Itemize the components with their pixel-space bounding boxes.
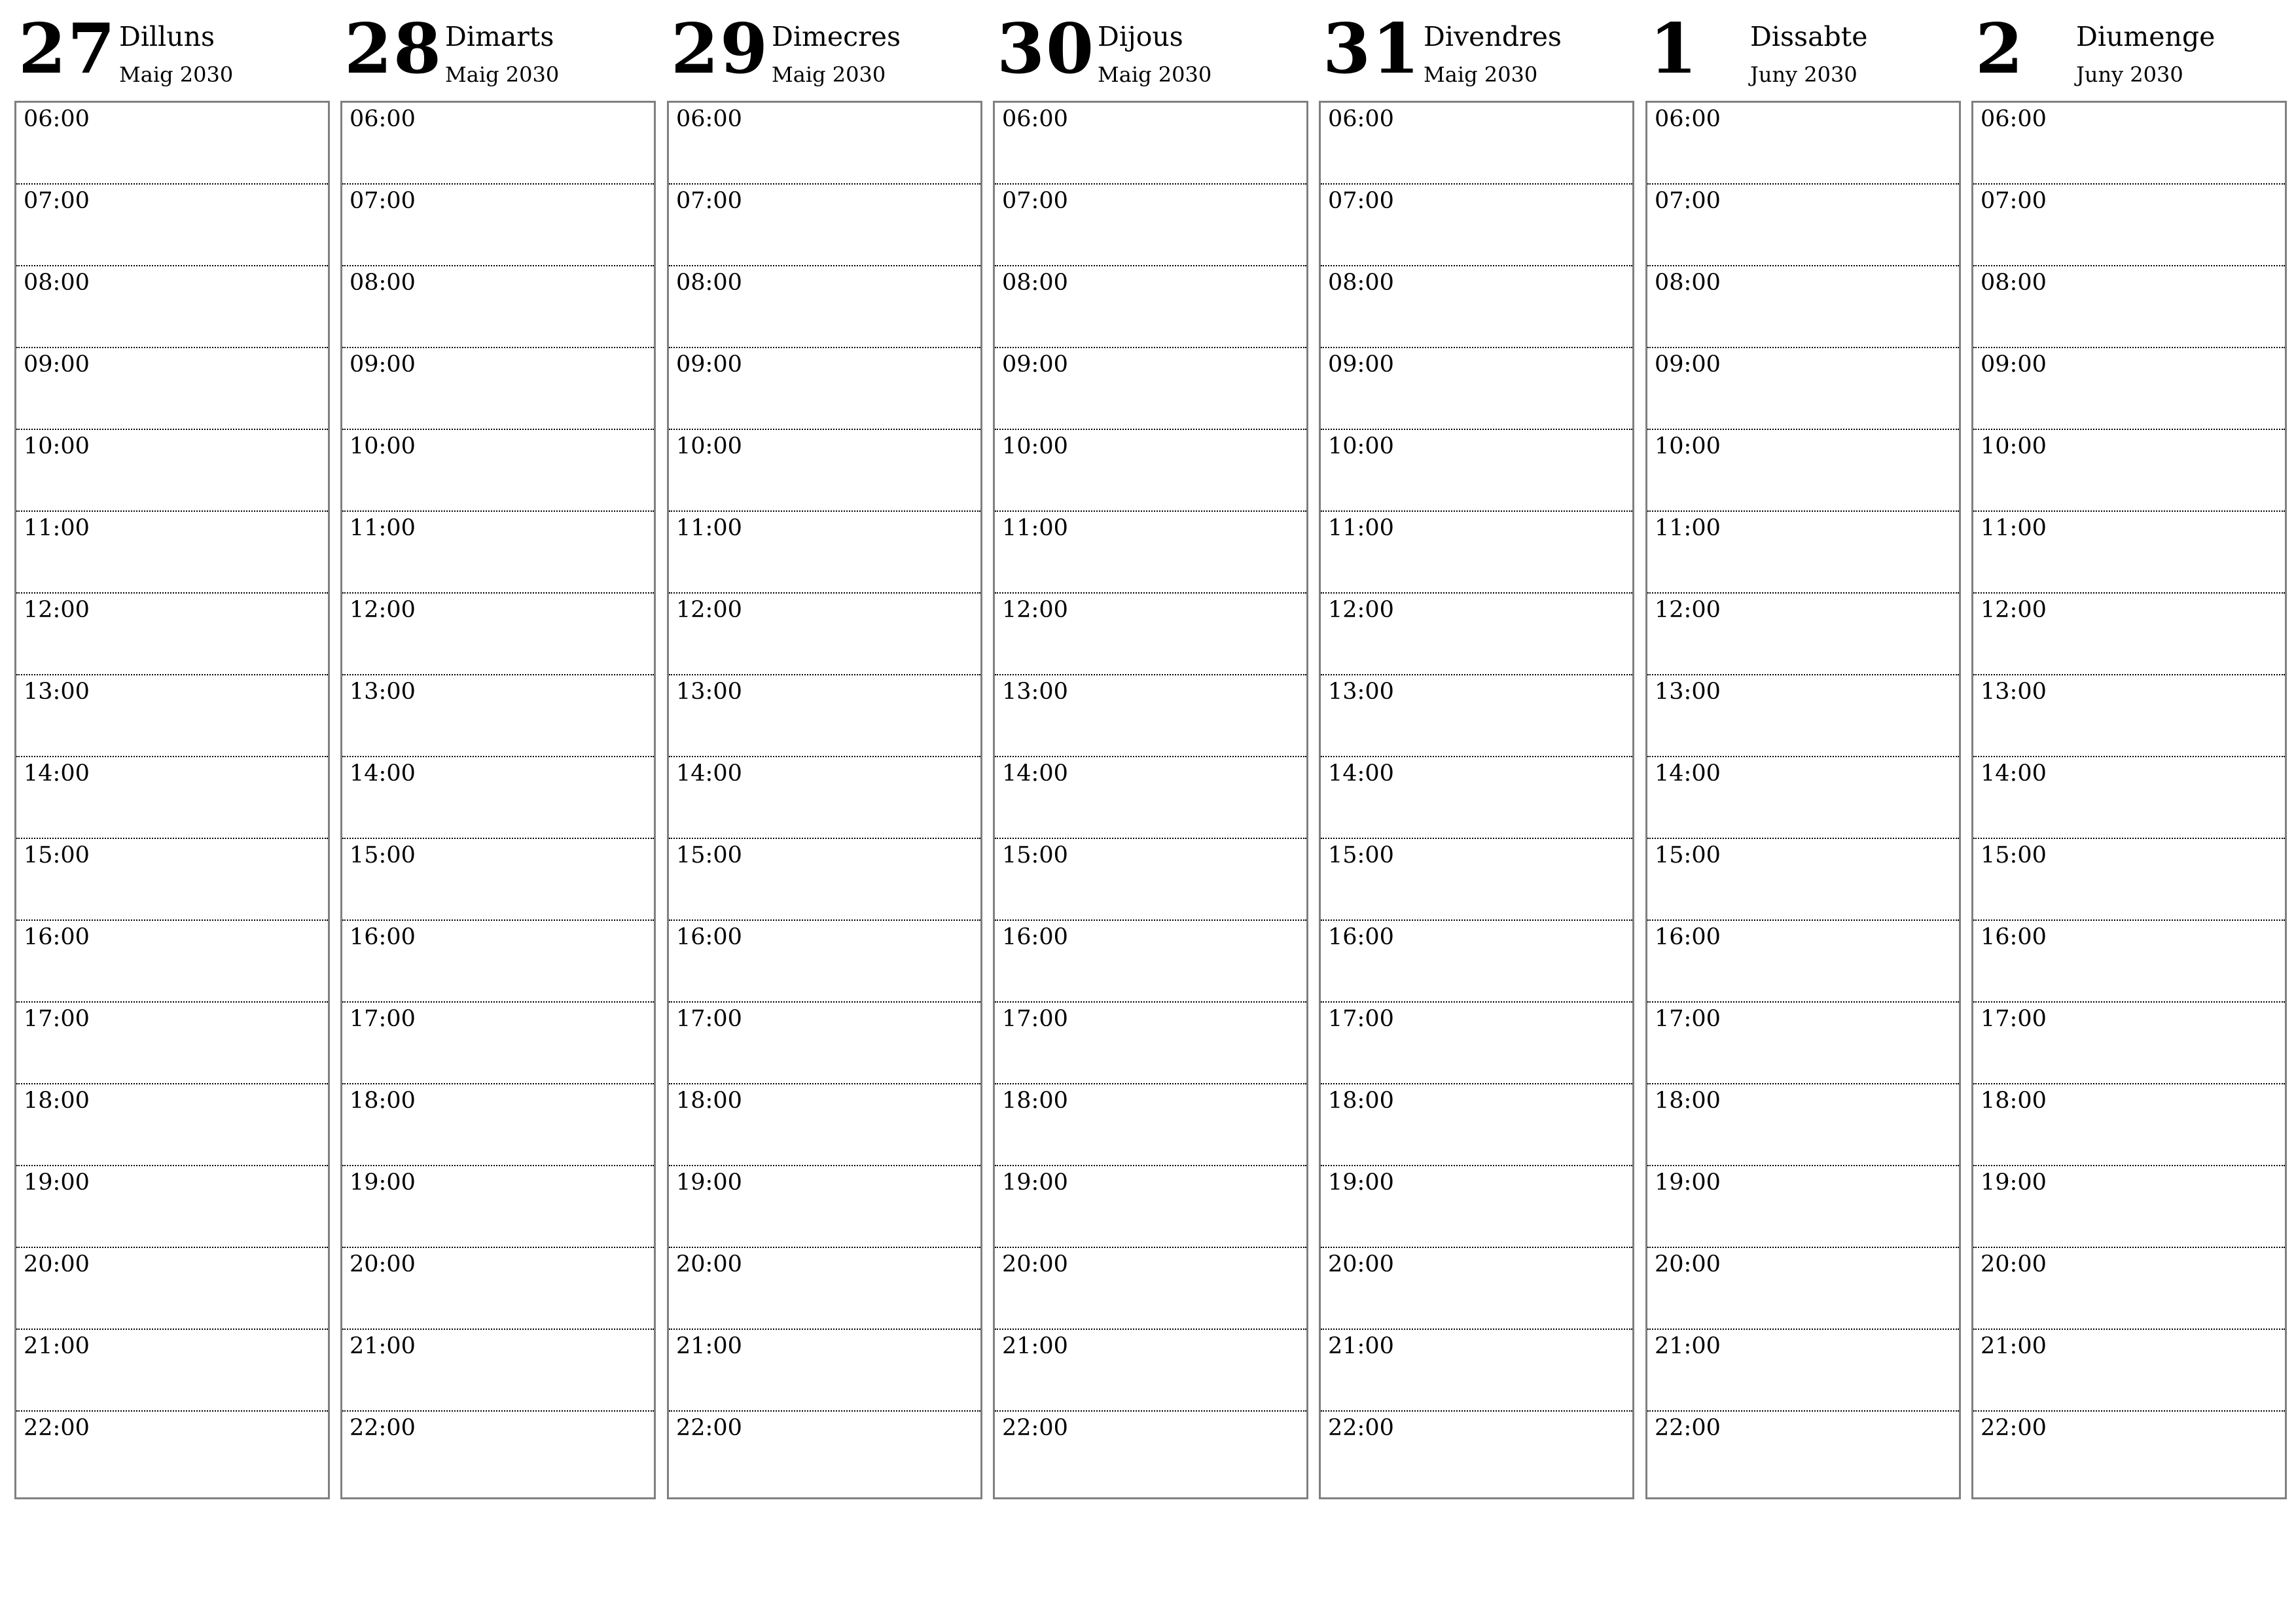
time-slot[interactable] bbox=[669, 1166, 980, 1248]
time-slot[interactable] bbox=[995, 1330, 1306, 1412]
time-slot[interactable] bbox=[995, 594, 1306, 675]
day-header bbox=[340, 0, 655, 98]
time-label: 19:00 bbox=[1981, 1169, 2047, 1196]
time-slot[interactable] bbox=[995, 103, 1306, 185]
time-slot[interactable] bbox=[669, 266, 980, 348]
time-slot[interactable] bbox=[342, 1412, 654, 1494]
time-label: 07:00 bbox=[1655, 188, 1721, 214]
time-label: 09:00 bbox=[676, 351, 742, 378]
time-label: 20:00 bbox=[1981, 1251, 2047, 1277]
time-label: 21:00 bbox=[350, 1333, 416, 1359]
time-label: 12:00 bbox=[1655, 597, 1721, 623]
time-label: 17:00 bbox=[24, 1006, 90, 1032]
time-slot[interactable] bbox=[342, 757, 654, 839]
day-month: Maig 2030 bbox=[1098, 62, 1212, 87]
time-slot[interactable] bbox=[995, 675, 1306, 757]
day-name: Dimecres bbox=[772, 21, 901, 52]
time-label: 16:00 bbox=[1328, 924, 1394, 950]
time-slot[interactable] bbox=[1973, 266, 2285, 348]
time-slot[interactable] bbox=[1647, 1166, 1959, 1248]
time-slot[interactable] bbox=[1647, 757, 1959, 839]
time-label: 19:00 bbox=[676, 1169, 742, 1196]
time-slot[interactable] bbox=[16, 185, 328, 266]
day-number: 30 bbox=[997, 8, 1096, 89]
time-label: 21:00 bbox=[676, 1333, 742, 1359]
time-slot[interactable] bbox=[342, 266, 654, 348]
time-slot[interactable] bbox=[1647, 185, 1959, 266]
time-slot[interactable] bbox=[1647, 1003, 1959, 1084]
time-label: 08:00 bbox=[1328, 270, 1394, 296]
time-slot[interactable] bbox=[342, 1003, 654, 1084]
time-label: 10:00 bbox=[676, 433, 742, 459]
time-slot[interactable] bbox=[1321, 757, 1632, 839]
time-slot[interactable] bbox=[1321, 103, 1632, 185]
day-schedule-box bbox=[14, 101, 330, 1499]
time-label: 14:00 bbox=[1655, 760, 1721, 787]
day-number: 1 bbox=[1649, 8, 1699, 89]
time-slot[interactable] bbox=[669, 921, 980, 1003]
time-slot[interactable] bbox=[1647, 1330, 1959, 1412]
time-slot[interactable] bbox=[995, 1412, 1306, 1494]
time-label: 11:00 bbox=[350, 515, 416, 541]
time-label: 16:00 bbox=[24, 924, 90, 950]
time-slot[interactable] bbox=[1321, 1003, 1632, 1084]
time-label: 21:00 bbox=[24, 1333, 90, 1359]
day-header bbox=[993, 0, 1307, 98]
time-slot[interactable] bbox=[1321, 512, 1632, 594]
time-label: 17:00 bbox=[350, 1006, 416, 1032]
time-label: 11:00 bbox=[24, 515, 90, 541]
time-slot[interactable] bbox=[1973, 1330, 2285, 1412]
time-slot[interactable] bbox=[1647, 594, 1959, 675]
time-slot[interactable] bbox=[1973, 185, 2285, 266]
time-slot[interactable] bbox=[1321, 1330, 1632, 1412]
time-slot[interactable] bbox=[1321, 348, 1632, 430]
time-label: 17:00 bbox=[1981, 1006, 2047, 1032]
time-label: 14:00 bbox=[676, 760, 742, 787]
time-label: 09:00 bbox=[24, 351, 90, 378]
time-label: 10:00 bbox=[1002, 433, 1068, 459]
time-label: 11:00 bbox=[1002, 515, 1068, 541]
time-slot[interactable] bbox=[1321, 675, 1632, 757]
time-slot[interactable] bbox=[995, 757, 1306, 839]
time-label: 16:00 bbox=[350, 924, 416, 950]
time-slot[interactable] bbox=[16, 103, 328, 185]
time-slot[interactable] bbox=[995, 348, 1306, 430]
time-slot[interactable] bbox=[1973, 921, 2285, 1003]
time-slot[interactable] bbox=[342, 103, 654, 185]
time-label: 10:00 bbox=[350, 433, 416, 459]
time-slot[interactable] bbox=[995, 1084, 1306, 1166]
time-slot[interactable] bbox=[1973, 594, 2285, 675]
time-slot[interactable] bbox=[1973, 675, 2285, 757]
time-label: 13:00 bbox=[24, 679, 90, 705]
day-schedule-box bbox=[1319, 101, 1634, 1499]
time-label: 14:00 bbox=[1328, 760, 1394, 787]
time-label: 20:00 bbox=[1002, 1251, 1068, 1277]
time-slot[interactable] bbox=[16, 266, 328, 348]
time-label: 22:00 bbox=[1002, 1415, 1068, 1441]
time-slot[interactable] bbox=[1321, 430, 1632, 512]
time-label: 21:00 bbox=[1328, 1333, 1394, 1359]
time-label: 15:00 bbox=[1002, 842, 1068, 868]
time-label: 10:00 bbox=[1328, 433, 1394, 459]
time-label: 17:00 bbox=[676, 1006, 742, 1032]
time-slot[interactable] bbox=[342, 921, 654, 1003]
time-label: 21:00 bbox=[1981, 1333, 2047, 1359]
time-slot[interactable] bbox=[342, 512, 654, 594]
time-label: 10:00 bbox=[24, 433, 90, 459]
time-label: 16:00 bbox=[676, 924, 742, 950]
time-slot[interactable] bbox=[1973, 1003, 2285, 1084]
time-slot[interactable] bbox=[1321, 921, 1632, 1003]
time-label: 06:00 bbox=[350, 106, 416, 132]
time-slot[interactable] bbox=[1973, 757, 2285, 839]
time-label: 13:00 bbox=[350, 679, 416, 705]
time-label: 10:00 bbox=[1655, 433, 1721, 459]
time-slot[interactable] bbox=[1321, 1166, 1632, 1248]
time-label: 16:00 bbox=[1655, 924, 1721, 950]
time-slot[interactable] bbox=[1321, 1412, 1632, 1494]
day-month: Maig 2030 bbox=[772, 62, 886, 87]
time-slot[interactable] bbox=[342, 430, 654, 512]
time-slot[interactable] bbox=[342, 1084, 654, 1166]
time-label: 07:00 bbox=[350, 188, 416, 214]
time-slot[interactable] bbox=[995, 1003, 1306, 1084]
time-slot[interactable] bbox=[342, 594, 654, 675]
time-slot[interactable] bbox=[1647, 675, 1959, 757]
time-label: 19:00 bbox=[1002, 1169, 1068, 1196]
time-label: 13:00 bbox=[676, 679, 742, 705]
time-label: 13:00 bbox=[1328, 679, 1394, 705]
time-label: 06:00 bbox=[1002, 106, 1068, 132]
day-schedule-box bbox=[340, 101, 656, 1499]
time-label: 20:00 bbox=[1655, 1251, 1721, 1277]
time-label: 06:00 bbox=[676, 106, 742, 132]
day-name: Dimarts bbox=[445, 21, 554, 52]
day-month: Juny 2030 bbox=[2076, 62, 2183, 87]
time-label: 17:00 bbox=[1328, 1006, 1394, 1032]
time-slot[interactable] bbox=[342, 1330, 654, 1412]
time-slot[interactable] bbox=[1321, 1084, 1632, 1166]
time-slot[interactable] bbox=[1973, 430, 2285, 512]
time-slot[interactable] bbox=[1647, 1248, 1959, 1330]
time-slot[interactable] bbox=[669, 757, 980, 839]
day-name: Dissabte bbox=[1750, 21, 1868, 52]
time-slot[interactable] bbox=[669, 1084, 980, 1166]
time-label: 18:00 bbox=[1328, 1088, 1394, 1114]
time-slot[interactable] bbox=[1973, 839, 2285, 921]
day-name: Diumenge bbox=[2076, 21, 2215, 52]
day-header bbox=[667, 0, 981, 98]
time-label: 22:00 bbox=[24, 1415, 90, 1441]
time-label: 14:00 bbox=[1002, 760, 1068, 787]
time-label: 20:00 bbox=[350, 1251, 416, 1277]
time-label: 12:00 bbox=[24, 597, 90, 623]
time-label: 07:00 bbox=[24, 188, 90, 214]
time-label: 06:00 bbox=[1981, 106, 2047, 132]
day-header bbox=[1319, 0, 1633, 98]
time-label: 09:00 bbox=[350, 351, 416, 378]
time-label: 07:00 bbox=[1981, 188, 2047, 214]
time-slot[interactable] bbox=[995, 1248, 1306, 1330]
time-label: 19:00 bbox=[1328, 1169, 1394, 1196]
time-slot[interactable] bbox=[669, 839, 980, 921]
time-label: 06:00 bbox=[1655, 106, 1721, 132]
time-slot[interactable] bbox=[669, 1412, 980, 1494]
time-slot[interactable] bbox=[1321, 1248, 1632, 1330]
time-slot[interactable] bbox=[669, 1003, 980, 1084]
time-slot[interactable] bbox=[16, 757, 328, 839]
time-label: 12:00 bbox=[676, 597, 742, 623]
time-slot[interactable] bbox=[342, 675, 654, 757]
time-label: 11:00 bbox=[1981, 515, 2047, 541]
time-slot[interactable] bbox=[995, 839, 1306, 921]
time-slot[interactable] bbox=[669, 1330, 980, 1412]
time-label: 22:00 bbox=[676, 1415, 742, 1441]
time-slot[interactable] bbox=[669, 512, 980, 594]
time-label: 12:00 bbox=[350, 597, 416, 623]
day-number: 29 bbox=[671, 8, 770, 89]
time-label: 09:00 bbox=[1655, 351, 1721, 378]
time-label: 22:00 bbox=[350, 1415, 416, 1441]
time-slot[interactable] bbox=[16, 1330, 328, 1412]
time-slot[interactable] bbox=[342, 1166, 654, 1248]
time-label: 15:00 bbox=[1655, 842, 1721, 868]
time-slot[interactable] bbox=[669, 103, 980, 185]
time-slot[interactable] bbox=[669, 1248, 980, 1330]
time-label: 13:00 bbox=[1655, 679, 1721, 705]
time-label: 17:00 bbox=[1655, 1006, 1721, 1032]
time-slot[interactable] bbox=[995, 266, 1306, 348]
time-slot[interactable] bbox=[1647, 266, 1959, 348]
time-label: 10:00 bbox=[1981, 433, 2047, 459]
time-slot[interactable] bbox=[1647, 921, 1959, 1003]
time-slot[interactable] bbox=[1647, 103, 1959, 185]
time-slot[interactable] bbox=[1321, 594, 1632, 675]
day-schedule-box bbox=[667, 101, 982, 1499]
time-label: 20:00 bbox=[1328, 1251, 1394, 1277]
time-label: 18:00 bbox=[24, 1088, 90, 1114]
day-header bbox=[1971, 0, 2286, 98]
time-label: 17:00 bbox=[1002, 1006, 1068, 1032]
time-slot[interactable] bbox=[1973, 348, 2285, 430]
time-label: 18:00 bbox=[676, 1088, 742, 1114]
time-label: 11:00 bbox=[676, 515, 742, 541]
time-slot[interactable] bbox=[995, 430, 1306, 512]
time-slot[interactable] bbox=[1973, 1166, 2285, 1248]
time-slot[interactable] bbox=[16, 1166, 328, 1248]
time-slot[interactable] bbox=[1647, 348, 1959, 430]
time-label: 07:00 bbox=[676, 188, 742, 214]
time-label: 08:00 bbox=[1002, 270, 1068, 296]
day-number: 27 bbox=[18, 8, 117, 89]
day-header bbox=[1645, 0, 1960, 98]
time-label: 14:00 bbox=[350, 760, 416, 787]
time-slot[interactable] bbox=[342, 348, 654, 430]
time-slot[interactable] bbox=[1973, 103, 2285, 185]
time-slot[interactable] bbox=[1973, 1084, 2285, 1166]
time-label: 19:00 bbox=[24, 1169, 90, 1196]
time-label: 16:00 bbox=[1981, 924, 2047, 950]
time-label: 12:00 bbox=[1002, 597, 1068, 623]
time-label: 21:00 bbox=[1655, 1333, 1721, 1359]
time-label: 22:00 bbox=[1981, 1415, 2047, 1441]
time-slot[interactable] bbox=[669, 675, 980, 757]
time-label: 14:00 bbox=[1981, 760, 2047, 787]
time-label: 18:00 bbox=[1655, 1088, 1721, 1114]
time-slot[interactable] bbox=[1973, 512, 2285, 594]
time-label: 13:00 bbox=[1002, 679, 1068, 705]
time-slot[interactable] bbox=[16, 1412, 328, 1494]
time-slot[interactable] bbox=[669, 430, 980, 512]
day-month: Maig 2030 bbox=[1424, 62, 1538, 87]
day-name: Dijous bbox=[1098, 21, 1183, 52]
time-label: 09:00 bbox=[1002, 351, 1068, 378]
time-label: 18:00 bbox=[350, 1088, 416, 1114]
time-slot[interactable] bbox=[16, 839, 328, 921]
day-header bbox=[14, 0, 329, 98]
time-label: 18:00 bbox=[1981, 1088, 2047, 1114]
time-slot[interactable] bbox=[16, 512, 328, 594]
time-label: 08:00 bbox=[1981, 270, 2047, 296]
time-slot[interactable] bbox=[669, 594, 980, 675]
time-label: 21:00 bbox=[1002, 1333, 1068, 1359]
time-label: 14:00 bbox=[24, 760, 90, 787]
day-schedule-box bbox=[1645, 101, 1961, 1499]
time-slot[interactable] bbox=[1647, 1084, 1959, 1166]
time-label: 11:00 bbox=[1328, 515, 1394, 541]
time-label: 08:00 bbox=[676, 270, 742, 296]
time-slot[interactable] bbox=[995, 1166, 1306, 1248]
time-label: 08:00 bbox=[350, 270, 416, 296]
time-slot[interactable] bbox=[1973, 1248, 2285, 1330]
time-label: 07:00 bbox=[1328, 188, 1394, 214]
time-slot[interactable] bbox=[16, 348, 328, 430]
day-month: Juny 2030 bbox=[1750, 62, 1857, 87]
time-slot[interactable] bbox=[342, 1248, 654, 1330]
time-label: 15:00 bbox=[24, 842, 90, 868]
time-slot[interactable] bbox=[16, 1248, 328, 1330]
time-label: 12:00 bbox=[1328, 597, 1394, 623]
day-number: 28 bbox=[344, 8, 443, 89]
time-slot[interactable] bbox=[995, 921, 1306, 1003]
time-label: 15:00 bbox=[350, 842, 416, 868]
time-label: 06:00 bbox=[24, 106, 90, 132]
time-slot[interactable] bbox=[995, 185, 1306, 266]
time-slot[interactable] bbox=[1321, 839, 1632, 921]
time-slot[interactable] bbox=[342, 839, 654, 921]
time-slot[interactable] bbox=[16, 594, 328, 675]
time-label: 19:00 bbox=[1655, 1169, 1721, 1196]
time-label: 11:00 bbox=[1655, 515, 1721, 541]
time-slot[interactable] bbox=[16, 1084, 328, 1166]
time-slot[interactable] bbox=[995, 512, 1306, 594]
time-slot[interactable] bbox=[1973, 1412, 2285, 1494]
time-label: 09:00 bbox=[1328, 351, 1394, 378]
time-label: 15:00 bbox=[1328, 842, 1394, 868]
time-slot[interactable] bbox=[1647, 512, 1959, 594]
time-slot[interactable] bbox=[1321, 185, 1632, 266]
time-label: 13:00 bbox=[1981, 679, 2047, 705]
day-number: 2 bbox=[1975, 8, 2025, 89]
time-label: 22:00 bbox=[1328, 1415, 1394, 1441]
time-label: 22:00 bbox=[1655, 1415, 1721, 1441]
time-label: 18:00 bbox=[1002, 1088, 1068, 1114]
time-label: 20:00 bbox=[676, 1251, 742, 1277]
time-slot[interactable] bbox=[669, 348, 980, 430]
time-label: 06:00 bbox=[1328, 106, 1394, 132]
time-label: 08:00 bbox=[1655, 270, 1721, 296]
time-slot[interactable] bbox=[16, 1003, 328, 1084]
time-slot[interactable] bbox=[16, 430, 328, 512]
time-label: 20:00 bbox=[24, 1251, 90, 1277]
day-schedule-box bbox=[1971, 101, 2287, 1499]
day-name: Dilluns bbox=[119, 21, 215, 52]
time-slot[interactable] bbox=[16, 675, 328, 757]
time-slot[interactable] bbox=[669, 185, 980, 266]
time-slot[interactable] bbox=[1647, 1412, 1959, 1494]
time-label: 07:00 bbox=[1002, 188, 1068, 214]
day-month: Maig 2030 bbox=[119, 62, 234, 87]
time-slot[interactable] bbox=[342, 185, 654, 266]
day-name: Divendres bbox=[1424, 21, 1562, 52]
time-label: 15:00 bbox=[1981, 842, 2047, 868]
day-month: Maig 2030 bbox=[445, 62, 560, 87]
time-slot[interactable] bbox=[1321, 266, 1632, 348]
time-label: 08:00 bbox=[24, 270, 90, 296]
time-slot[interactable] bbox=[16, 921, 328, 1003]
time-label: 15:00 bbox=[676, 842, 742, 868]
time-label: 16:00 bbox=[1002, 924, 1068, 950]
time-slot[interactable] bbox=[1647, 430, 1959, 512]
day-number: 31 bbox=[1323, 8, 1422, 89]
time-label: 12:00 bbox=[1981, 597, 2047, 623]
time-slot[interactable] bbox=[1647, 839, 1959, 921]
day-schedule-box bbox=[993, 101, 1308, 1499]
time-label: 19:00 bbox=[350, 1169, 416, 1196]
time-label: 09:00 bbox=[1981, 351, 2047, 378]
